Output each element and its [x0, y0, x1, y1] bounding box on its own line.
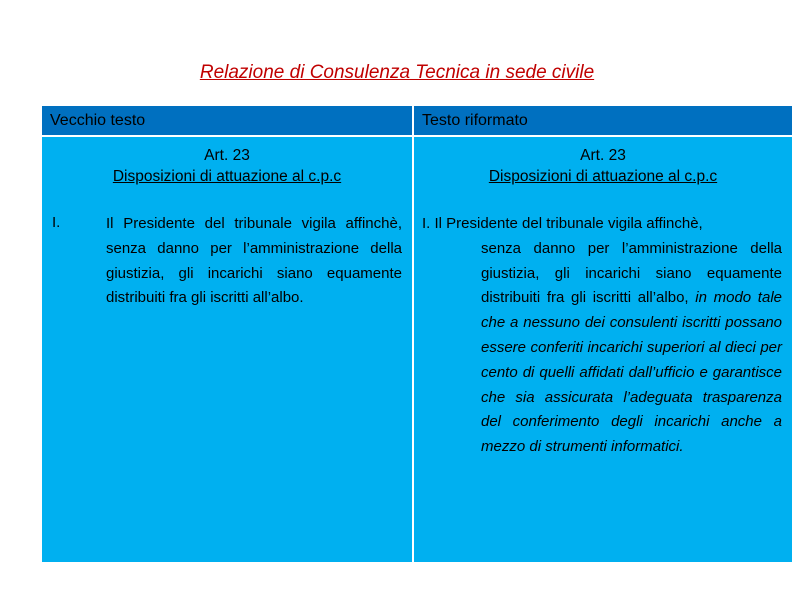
new-paragraph-first-line: I. Il Presidente del tribunale vigila affinchè,	[422, 215, 703, 232]
new-text-column	[414, 137, 792, 562]
new-paragraph-italic: in modo tale che a nessuno dei consulenti iscritti possano essere conferiti incarichi superiori al dieci per cento di quelli affidati dall’ufficio e garantisce che sia assicurata l’adeguata trasparenza del conferimento degli incarichi anche a mezzo di strumenti informatici.	[481, 289, 782, 456]
new-paragraph-rest	[481, 237, 782, 460]
old-paragraph: Il Presidente del tribunale vigila affinchè, senza danno per l’amministrazione della giustizia, gli incarichi siano equamente distribuiti fra gli iscritti all’albo.	[106, 215, 402, 307]
header-new-text: Testo riformato	[414, 106, 792, 135]
article-reference: Disposizioni di attuazione al c.p.c	[112, 168, 342, 185]
article-reference: Disposizioni di attuazione al c.p.c	[488, 168, 718, 185]
article-number: Art. 23	[580, 147, 626, 164]
paragraph-number: I.	[52, 214, 61, 231]
header-old-text: Vecchio testo	[42, 106, 412, 135]
article-heading-old	[42, 145, 412, 187]
new-paragraph	[422, 212, 782, 460]
new-paragraph-plain: senza danno per l’amministrazione della giustizia, gli incarichi siano equamente distribuiti fra gli iscritti all’albo,	[481, 239, 782, 307]
comparison-table	[42, 106, 792, 562]
article-number: Art. 23	[204, 147, 250, 164]
article-heading-new	[414, 145, 792, 187]
old-text-column	[42, 137, 412, 562]
page-title: Relazione di Consulenza Tecnica in sede civile	[199, 62, 595, 83]
